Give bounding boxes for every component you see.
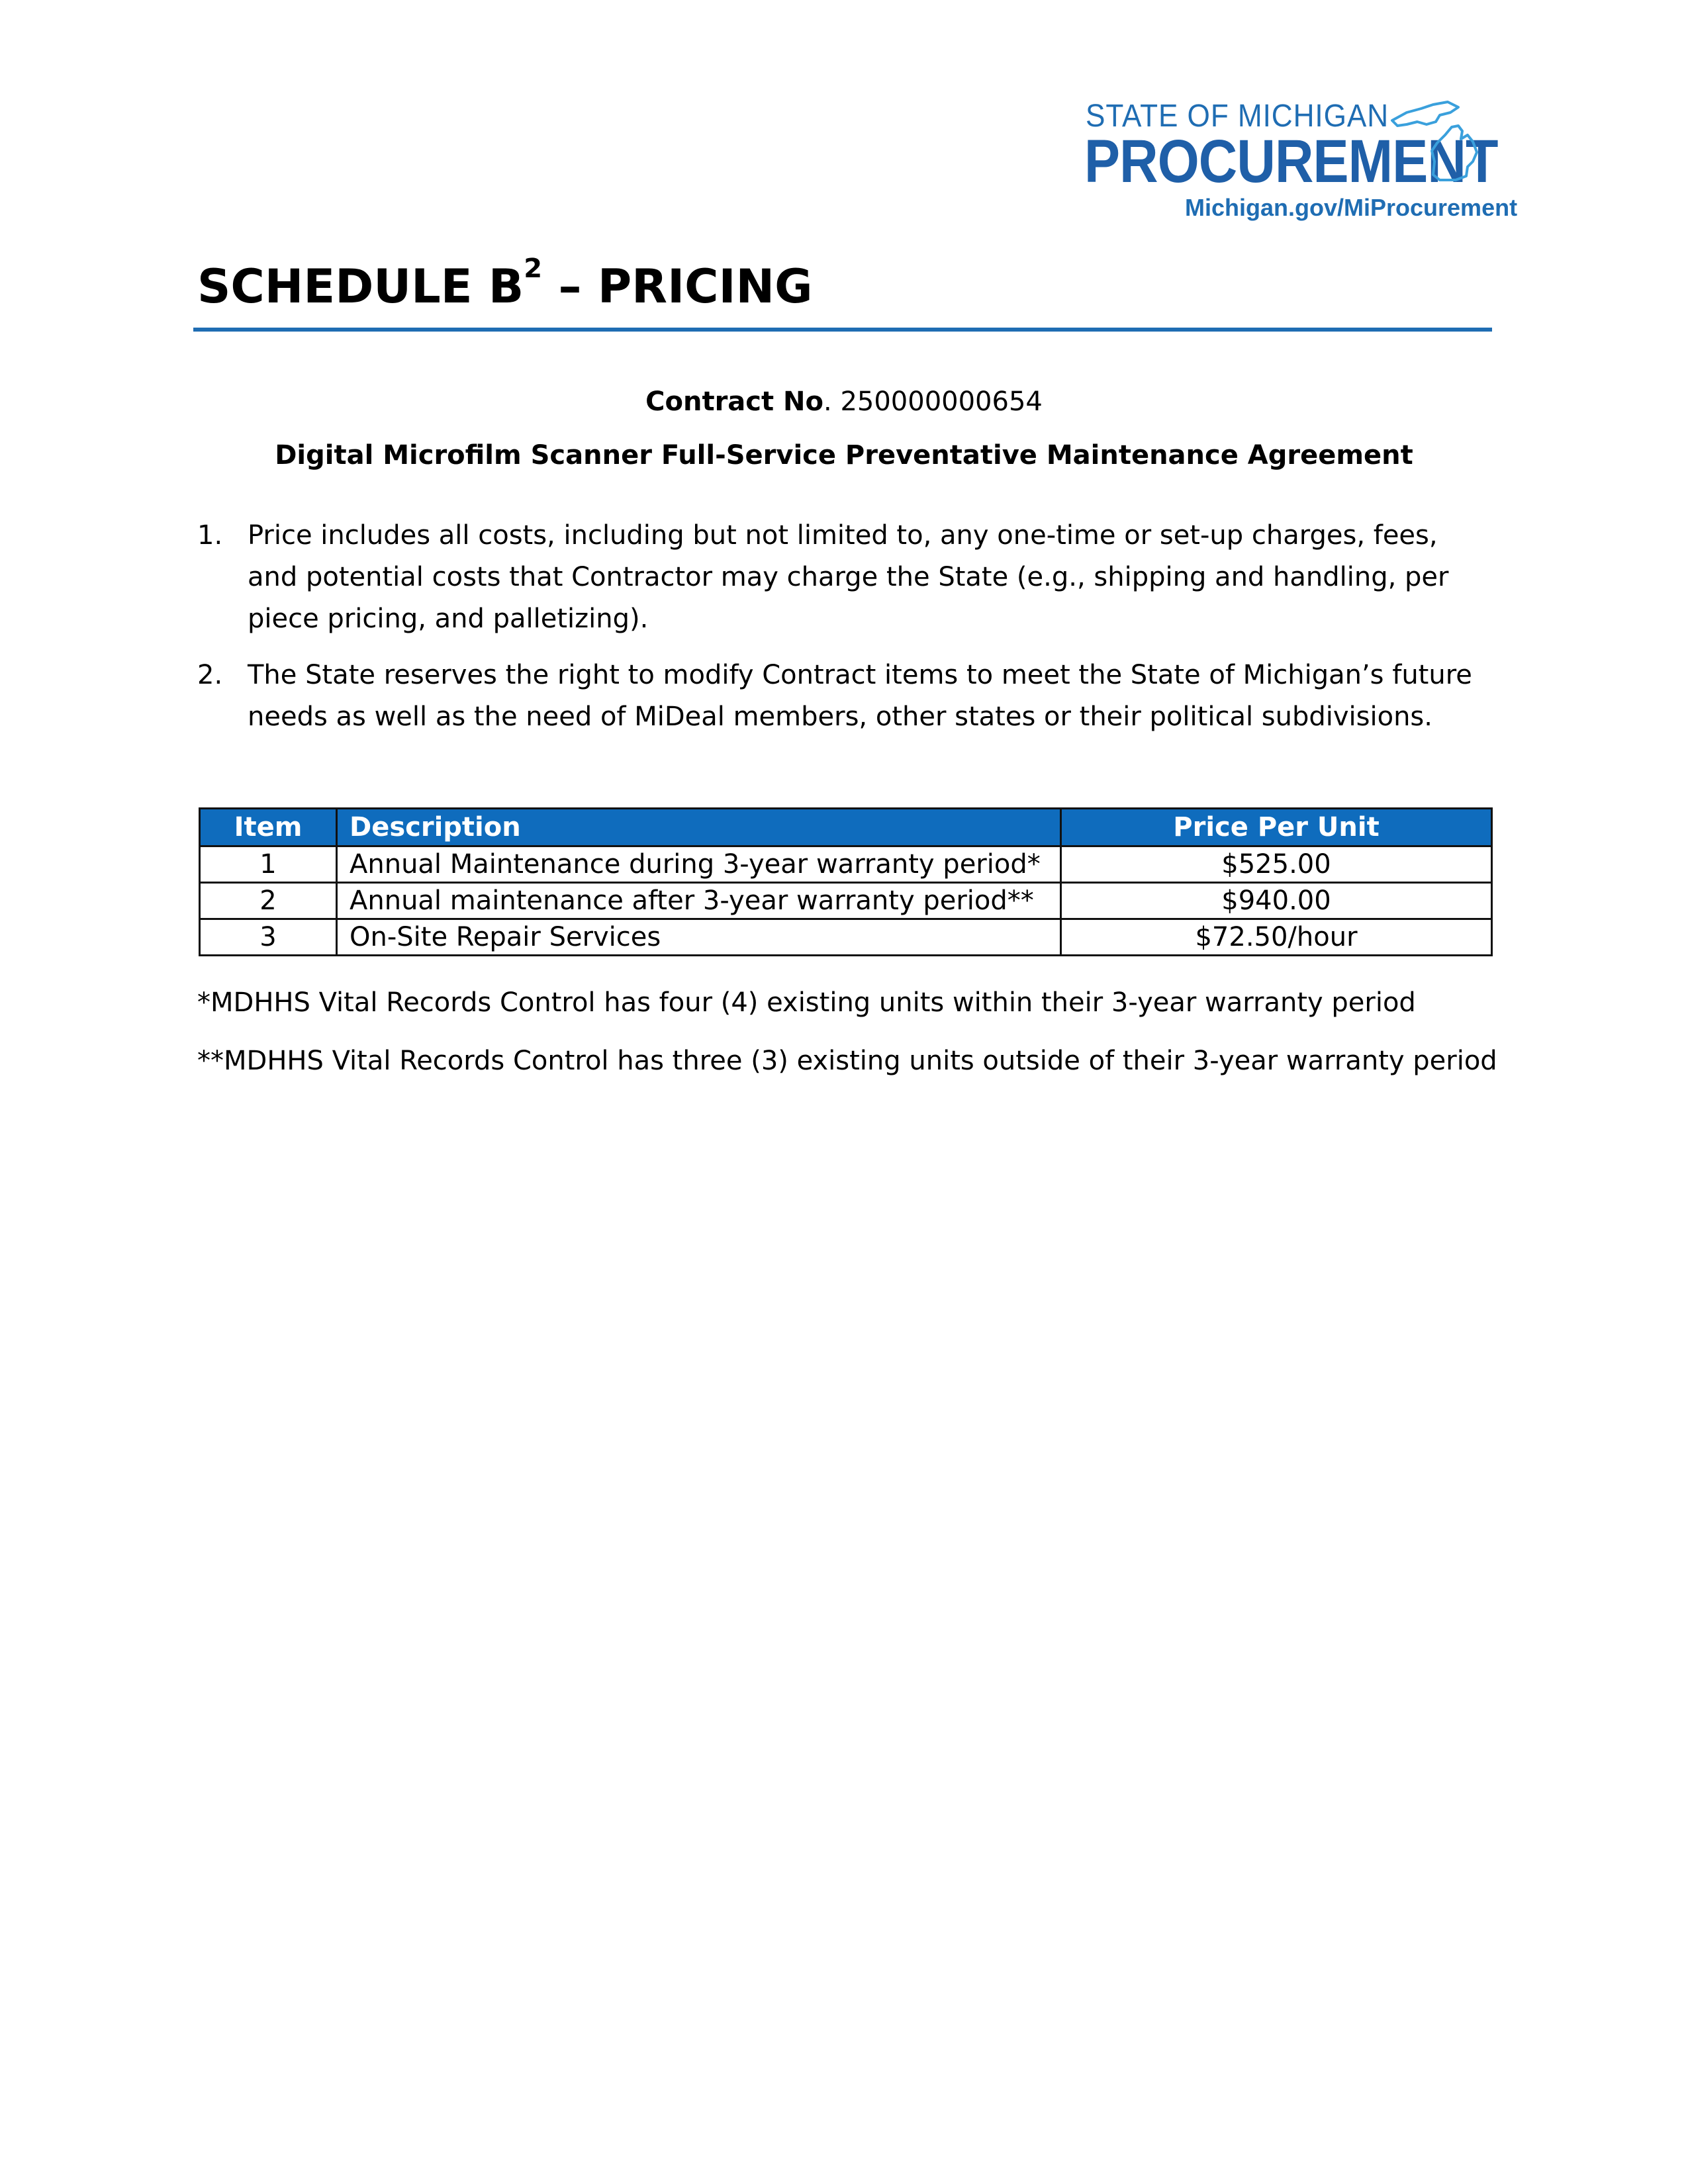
title-suffix: – PRICING [542, 259, 813, 314]
cell-item: 2 [200, 883, 337, 919]
cell-description: Annual Maintenance during 3-year warranty period* [337, 846, 1061, 883]
column-header-price: Price Per Unit [1061, 809, 1492, 846]
michigan-map-icon [1387, 95, 1499, 188]
title-superscript: 2 [524, 253, 543, 284]
logo-url-text: Michigan.gov/MiProcurement [1185, 194, 1518, 221]
list-item-text: Price includes all costs, including but not limited to, any one-time or set-up charges, fees, and potential costs that Contractor may charge the State (e.g., shipping and handling, per piece pricing, and palletizing). [248, 520, 1449, 634]
column-header-item: Item [200, 809, 337, 846]
contract-number: . 250000000654 [823, 387, 1043, 417]
contract-label: Contract No [645, 387, 824, 417]
cell-price: $940.00 [1061, 883, 1492, 919]
footnote-double-asterisk: **MDHHS Vital Records Control has three (3) existing units outside of their 3-year warranty period [197, 1046, 1497, 1076]
table-row [200, 883, 1492, 919]
table-header-row [200, 809, 1492, 846]
cell-item: 1 [200, 846, 337, 883]
list-item [197, 515, 1495, 640]
cell-description: Annual maintenance after 3-year warranty period** [337, 883, 1061, 919]
title-divider [193, 328, 1492, 332]
table-row [200, 919, 1492, 956]
footnote-single-asterisk: *MDHHS Vital Records Control has four (4) existing units within their 3-year warranty period [197, 987, 1416, 1018]
cell-description: On-Site Repair Services [337, 919, 1061, 956]
cell-item: 3 [200, 919, 337, 956]
list-item [197, 655, 1495, 738]
list-item-number: 1. [197, 520, 223, 551]
logo-state-text: STATE OF MICHIGAN [1086, 99, 1389, 134]
table-row [200, 846, 1492, 883]
procurement-logo [1084, 98, 1518, 224]
logo-procurement-text: PROCUREMENT [1084, 128, 1498, 195]
column-header-description: Description [337, 809, 1061, 846]
contract-number-line [0, 387, 1688, 417]
terms-list [197, 515, 1495, 752]
list-item-text: The State reserves the right to modify Contract items to meet the State of Michigan’s future needs as well as the need of MiDeal members, other states or their political subdivisions. [248, 660, 1472, 732]
cell-price: $72.50/hour [1061, 919, 1492, 956]
list-item-number: 2. [197, 660, 223, 690]
cell-price: $525.00 [1061, 846, 1492, 883]
title-text: SCHEDULE B [197, 259, 524, 314]
pricing-table [199, 807, 1493, 956]
page-title [197, 253, 813, 314]
agreement-title: Digital Microfilm Scanner Full-Service Preventative Maintenance Agreement [275, 440, 1413, 471]
